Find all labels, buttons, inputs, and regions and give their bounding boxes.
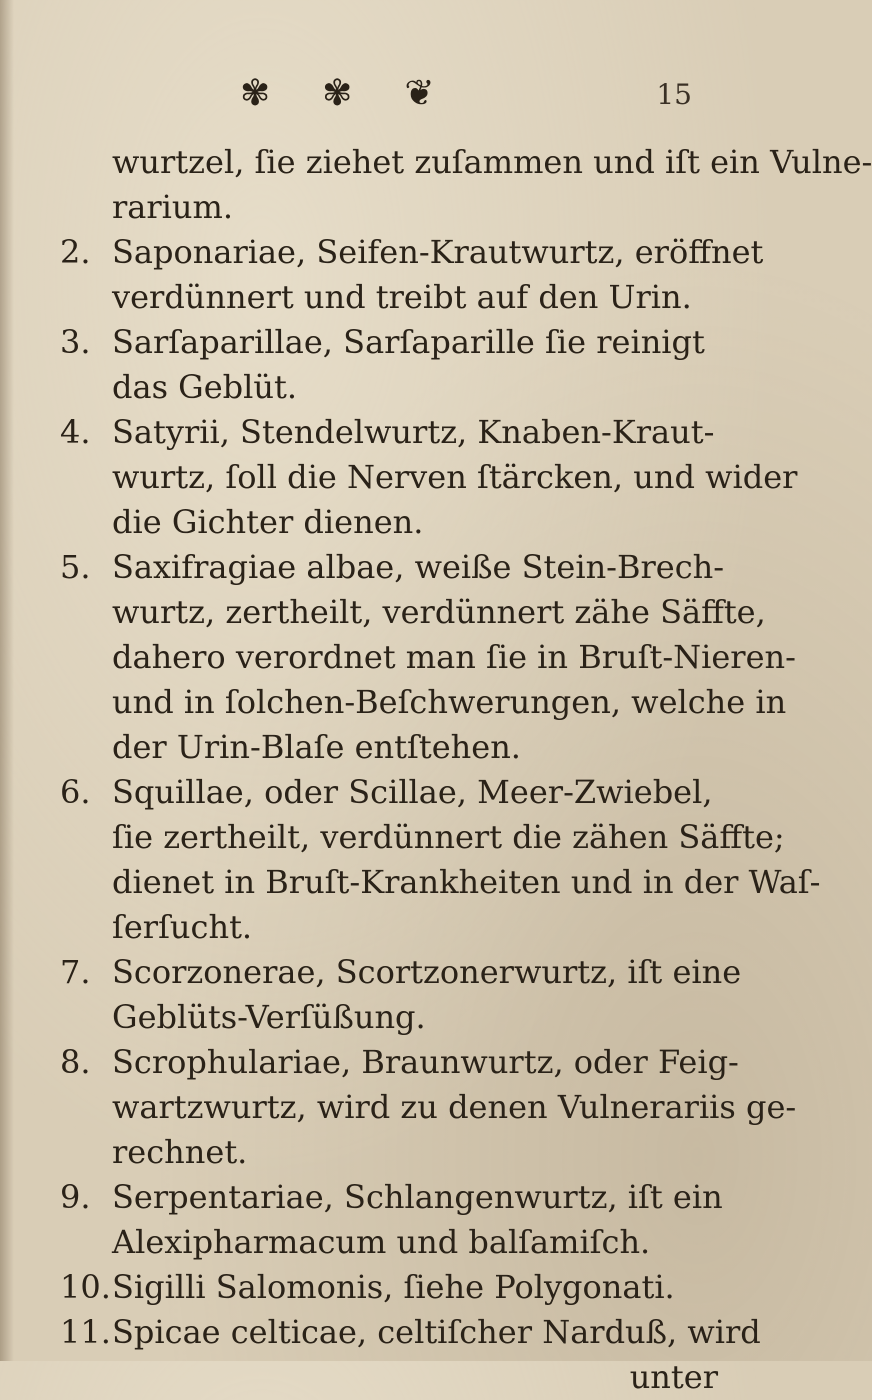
entry-line: 8. Scrophulariae, Braunwurtz, oder Feig- [60, 1040, 740, 1085]
text-line: wurtzel, ſie ziehet zuſammen und iſt ein Vulne- [112, 143, 872, 181]
text-line: wurtz, ſoll die Nerven ſtärcken, und wider [112, 458, 798, 496]
entry-number: 6. [60, 773, 91, 811]
text-line: die Gichter dienen. [112, 503, 424, 541]
entry-line: 7. Scorzonerae, Scortzonerwurtz, iſt eine [60, 950, 740, 995]
text-line: wartzwurtz, wird zu denen Vulnerariis ge- [112, 1088, 797, 1126]
text-line: dienet in Bruſt-Krankheiten und in der Waſ- [112, 863, 821, 901]
entry-line: 11.Spicae celticae, celtiſcher Narduß, wird [60, 1310, 740, 1355]
text-line: Alexipharmacum und balſamiſch. [112, 1223, 651, 1261]
entry-line: 10.Sigilli Salomonis, ſiehe Polygonati. [60, 1265, 740, 1310]
text-line: rarium. [112, 188, 234, 226]
entry-line: 5. Saxifragiae albae, weiße Stein-Brech- [60, 545, 740, 590]
entry-line: 3. Sarſaparillae, Sarſaparille ſie reinigt [60, 320, 740, 365]
page-header [0, 72, 800, 122]
text-line: dahero verordnet man ſie in Bruſt-Nieren- [112, 638, 796, 676]
entry-number: 3. [60, 323, 91, 361]
text-line: verdünnert und treibt auf den Urin. [112, 278, 692, 316]
text-line: das Geblüt. [112, 368, 298, 406]
text-line: und in ſolchen-Beſchwerungen, welche in [112, 683, 787, 721]
entry-number: 11. [60, 1313, 111, 1351]
entry-number: 7. [60, 953, 91, 991]
text-line: ſie zertheilt, verdünnert die zähen Säffte; [112, 818, 785, 856]
header-ornaments [240, 73, 435, 114]
entry-number: 5. [60, 548, 91, 586]
entry-line: 2. Saponariae, Seifen-Krautwurtz, eröffnet [60, 230, 740, 275]
entry-number: 9. [60, 1178, 91, 1216]
entry-number: 4. [60, 413, 91, 451]
text-line: wurtz, zertheilt, verdünnert zähe Säffte, [112, 593, 766, 631]
body-text [60, 140, 872, 1400]
entry-line: 6. Squillae, oder Scillae, Meer-Zwiebel, [60, 770, 740, 815]
entry-number: 10. [60, 1268, 111, 1306]
page-number: 15 [656, 78, 692, 111]
entry-number: 8. [60, 1043, 91, 1081]
flower-ornament-icon: ✾ [322, 73, 353, 114]
text-line: rechnet. [112, 1133, 248, 1171]
flower-ornament-icon: ✾ [240, 73, 271, 114]
text-line: Geblüts-Verſüßung. [112, 998, 426, 1036]
catchword: unter [629, 1358, 718, 1396]
page-edge-shadow [0, 0, 14, 1361]
leaf-ornament-icon: ❦ [404, 73, 435, 114]
entry-line: 9. Serpentariae, Schlangenwurtz, iſt ein [60, 1175, 740, 1220]
text-line: ſerſucht. [112, 908, 253, 946]
text-line: der Urin-Blaſe entſtehen. [112, 728, 521, 766]
entry-number: 2. [60, 233, 91, 271]
entry-line: 4. Satyrii, Stendelwurtz, Knaben-Kraut- [60, 410, 740, 455]
